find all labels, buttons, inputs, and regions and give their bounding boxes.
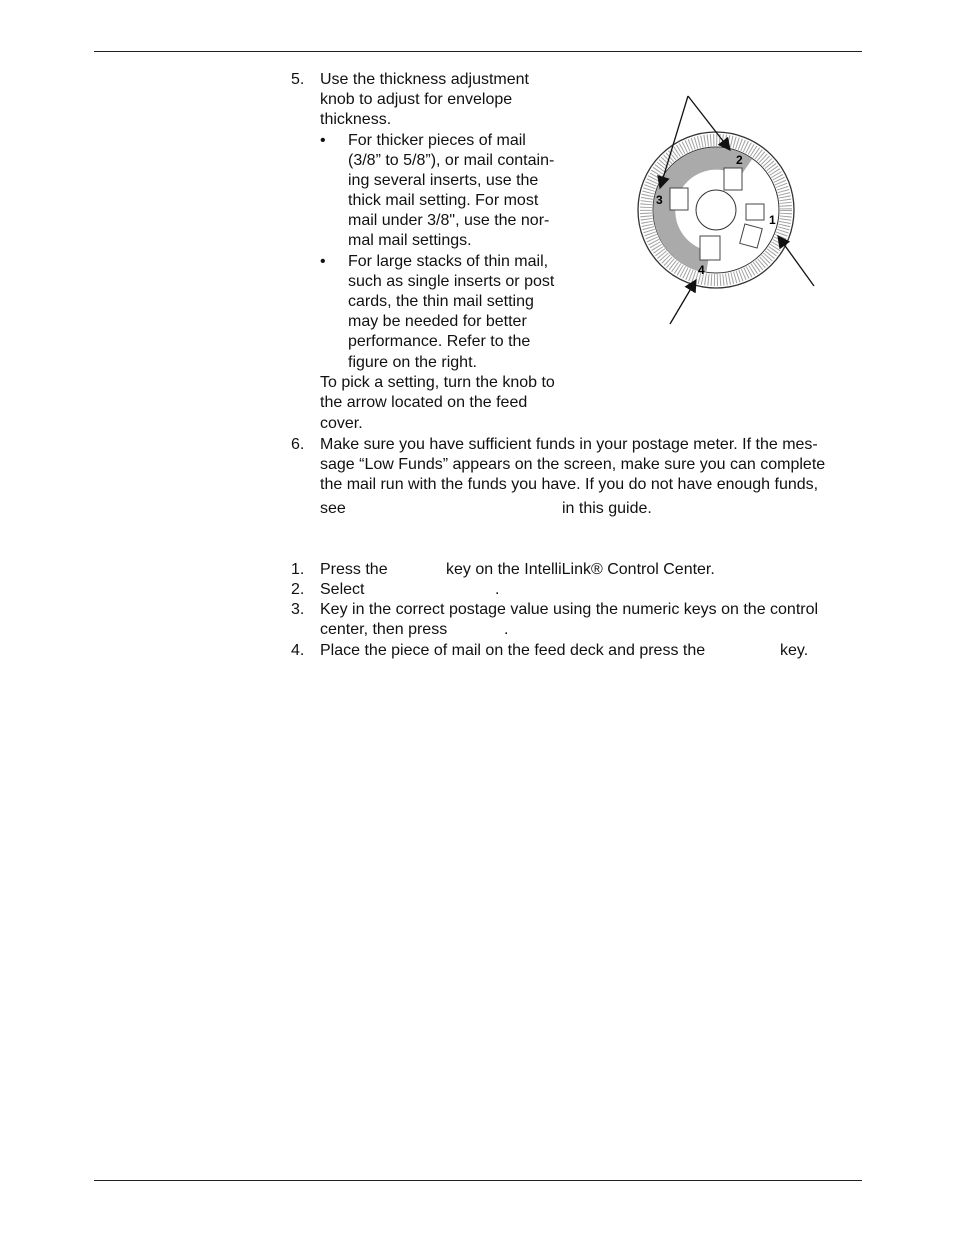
bullet-marker: • (320, 132, 326, 149)
step-text-line: thickness. (320, 111, 392, 128)
step-text-line: Key in the correct postage value using the numeric keys on the control (320, 601, 819, 618)
bullet-text-line: For large stacks of thin mail, (348, 253, 549, 270)
bullet-marker: • (320, 253, 326, 270)
step-text-line: Select (320, 581, 365, 598)
step-number: 4. (291, 642, 305, 659)
step-text-line: Place the piece of mail on the feed deck and press the (320, 642, 706, 659)
bullet-text-line: For thicker pieces of mail (348, 132, 526, 149)
dial-label-1: 1 (769, 213, 776, 227)
bullet-text-line: thick mail setting. For most (348, 192, 539, 209)
step-text-line: the arrow located on the feed (320, 394, 528, 411)
bullet-text-line: figure on the right. (348, 354, 477, 371)
step-number: 5. (291, 71, 305, 88)
setting-3-mail-icon (670, 188, 688, 210)
setting-2-mail-icon (724, 168, 742, 190)
setting-4-mail-icon (700, 236, 720, 260)
arrow-to-setting-1 (778, 236, 814, 286)
step-text-line: see (320, 500, 346, 517)
step-text-line: To pick a setting, turn the knob to (320, 374, 555, 391)
dial-center-hub (696, 190, 736, 230)
bullet-text-line: such as single inserts or post (348, 273, 555, 290)
step-text-line: center, then press (320, 621, 448, 638)
step-text-line: sage “Low Funds” appears on the screen, make sure you can complete (320, 456, 826, 473)
step-text-line: key on the IntelliLink® Control Center. (446, 561, 715, 578)
bullet-text-line: cards, the thin mail setting (348, 293, 534, 310)
step-text-line: cover. (320, 415, 363, 432)
dial-label-2: 2 (736, 153, 743, 167)
step-text-line: Use the thickness adjustment (320, 71, 529, 88)
dial-label-3: 3 (656, 193, 663, 207)
header-rule (94, 51, 862, 52)
step-number: 1. (291, 561, 305, 578)
step-text-line: . (495, 581, 500, 598)
step-text-line: key. (780, 642, 809, 659)
step-number: 6. (291, 436, 305, 453)
dial-label-4: 4 (698, 263, 705, 277)
step-text-line: the mail run with the funds you have. If you do not have enough funds, (320, 476, 819, 493)
step-text-line: knob to adjust for envelope (320, 91, 513, 108)
step-number: 2. (291, 581, 305, 598)
bullet-text-line: performance. Refer to the (348, 333, 531, 350)
step-text-line: Make sure you have sufficient funds in your postage meter. If the mes- (320, 436, 818, 453)
footer-rule (94, 1180, 862, 1181)
step-text-line: Press the (320, 561, 388, 578)
step-text-line: in this guide. (562, 500, 652, 517)
setting-1-mail-icon (746, 204, 764, 220)
bullet-text-line: mal mail settings. (348, 232, 472, 249)
step-number: 3. (291, 601, 305, 618)
bullet-text-line: may be needed for better (348, 313, 527, 330)
bullet-text-line: (3/8” to 5/8”), or mail contain- (348, 152, 555, 169)
step-text-line: . (504, 621, 509, 638)
bullet-text-line: ing several inserts, use the (348, 172, 539, 189)
thickness-knob-figure (620, 84, 830, 329)
arrow-to-setting-4 (670, 280, 696, 324)
bullet-text-line: mail under 3/8", use the nor- (348, 212, 550, 229)
